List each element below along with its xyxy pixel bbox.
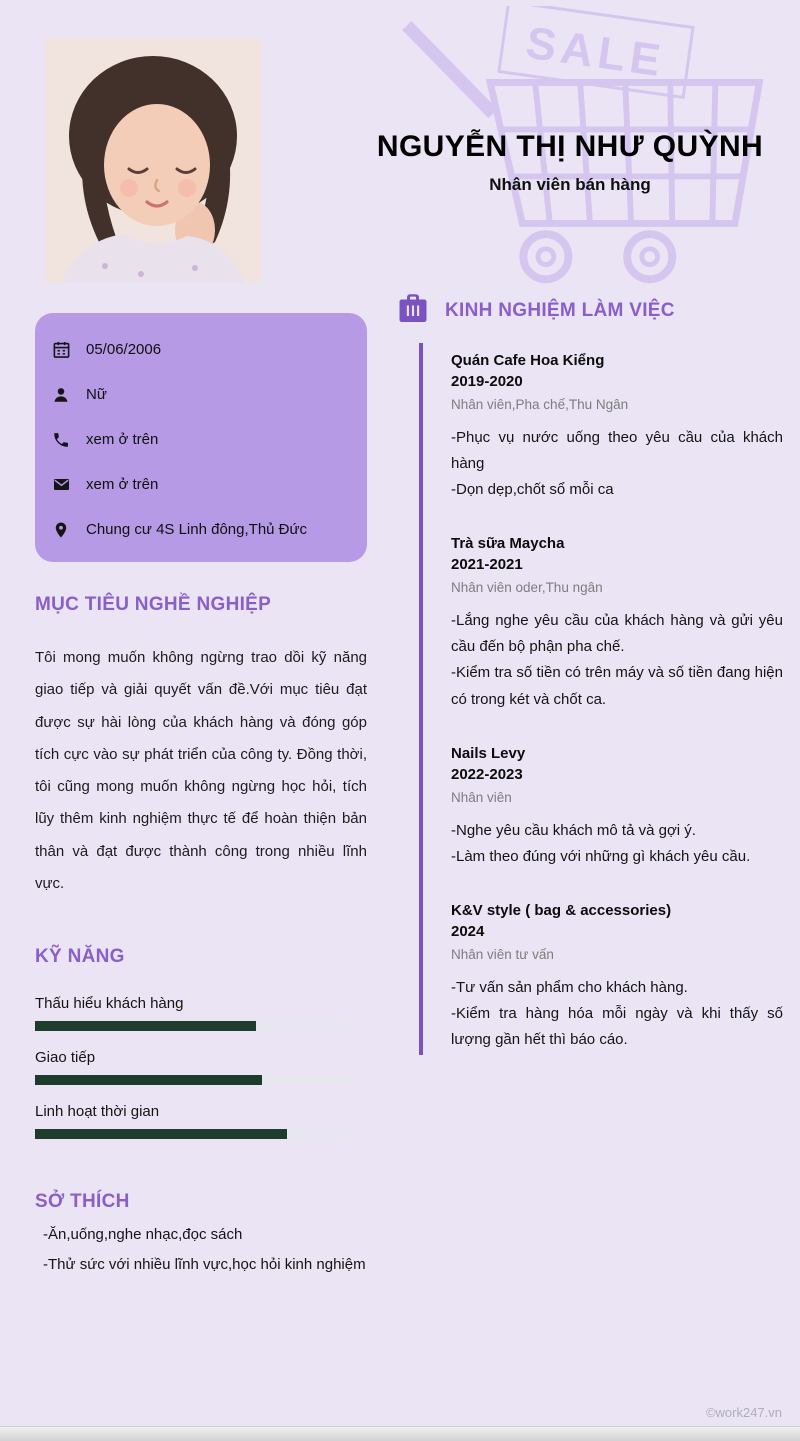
experience-role: Nhân viên oder,Thu ngân — [451, 580, 603, 596]
experience-period: 2019-2020 — [451, 373, 523, 390]
experience-heading: KINH NGHIỆM LÀM VIỆC — [445, 300, 675, 321]
briefcase-icon — [395, 292, 431, 330]
skills-heading: KỸ NĂNG — [35, 946, 125, 967]
site-credit: ©work247.vn — [705, 1405, 782, 1420]
experience-detail: -Kiểm tra số tiền có trên máy và số tiền đang hiện có trong két và chốt ca. — [451, 664, 783, 708]
contact-item-gender — [49, 372, 353, 417]
experience-period: 2022-2023 — [451, 765, 523, 783]
contact-address-value: Chung cư 4S Linh đông,Thủ Đức — [86, 521, 308, 538]
profile-photo — [45, 38, 261, 283]
experience-detail: -Tư vấn sản phẩm cho khách hàng. — [451, 978, 688, 996]
skill-label: Giao tiếp — [35, 1049, 96, 1066]
skill-item — [35, 995, 367, 1031]
cart-handle — [407, 26, 493, 114]
experience-section — [395, 292, 783, 1055]
candidate-job-title: Nhân viên bán hàng — [489, 175, 651, 194]
candidate-name: NGUYỄN THỊ NHƯ QUỲNH — [376, 130, 764, 163]
calendar-icon — [49, 340, 73, 359]
contact-birthdate-value: 05/06/2006 — [86, 341, 162, 358]
skill-item — [35, 1103, 367, 1139]
experience-role: Nhân viên — [451, 789, 512, 805]
experience-entry — [451, 900, 783, 1053]
skill-item — [35, 1049, 367, 1085]
experience-company: K&V style ( bag & accessories) — [451, 901, 672, 919]
header — [358, 130, 782, 195]
hobbies-section — [35, 1191, 367, 1273]
contact-item-address — [49, 507, 353, 552]
skill-label: Linh hoạt thời gian — [35, 1103, 160, 1120]
experience-header — [395, 292, 783, 330]
contact-email-value: xem ở trên — [86, 476, 159, 493]
person-icon — [49, 386, 73, 404]
contact-item-email — [49, 462, 353, 507]
experience-role: Nhân viên tư vấn — [451, 946, 554, 962]
experience-entry — [451, 533, 783, 712]
experience-entry — [451, 350, 783, 503]
footer-bar — [0, 1426, 800, 1441]
phone-icon — [49, 431, 73, 449]
contact-item-birthdate — [49, 327, 353, 372]
skill-bar-track — [35, 1129, 350, 1139]
experience-company: Trà sữa Maycha — [451, 535, 565, 553]
email-icon — [49, 475, 73, 494]
cart-wheel-right — [627, 234, 672, 279]
experience-detail: -Nghe yêu cầu khách mô tả và gợi ý. — [451, 821, 696, 839]
contact-gender-value: Nữ — [86, 386, 107, 403]
hobby-item: -Ăn,uống,nghe nhạc,đọc sách — [43, 1226, 243, 1243]
skill-bar-fill — [35, 1021, 256, 1031]
skill-bar-track — [35, 1075, 350, 1085]
experience-entry — [451, 743, 783, 870]
sale-text: SALE — [522, 16, 669, 87]
experience-detail: -Kiểm tra hàng hóa mỗi ngày và khi thấy số lượng gần hết thì báo cáo. — [451, 1004, 783, 1049]
hobbies-heading: SỞ THÍCH — [35, 1191, 130, 1212]
hobby-item: -Thử sức với nhiều lĩnh vực,học hỏi kinh nghiệm — [43, 1256, 366, 1273]
cart-wheel-left — [523, 234, 568, 279]
experience-timeline — [419, 343, 783, 1055]
experience-detail: -Làm theo đúng với những gì khách yêu cầu. — [451, 847, 751, 865]
left-column — [35, 594, 367, 1273]
objective-heading: MỤC TIÊU NGHỀ NGHIỆP — [35, 594, 272, 615]
objective-text: Tôi mong muốn không ngừng trao dồi kỹ năng giao tiếp và giải quyết vấn đề.Với mục tiêu đạt được sự hài lòng của khách hàng và đóng góp tích cực vào sự phát triển của công ty. Đồng thời, tôi cũng mong muốn không ngừng học hỏi, tích lũy thêm kinh nghiệm thực tế để hoàn thiện bản thân và đạt được thành công trong nhiều lĩnh vực. — [35, 649, 367, 892]
experience-detail: -Phục vụ nước uống theo yêu cầu của khách hàng — [451, 429, 783, 473]
experience-company: Quán Cafe Hoa Kiểng — [451, 352, 605, 369]
skill-bar-fill — [35, 1075, 262, 1085]
contact-item-phone — [49, 417, 353, 462]
location-icon — [49, 521, 73, 539]
experience-detail: -Lắng nghe yêu cầu của khách hàng và gửi yêu cầu đến bộ phận pha chế. — [451, 612, 783, 656]
sale-sign — [499, 6, 693, 97]
experience-detail: -Dọn dẹp,chốt sổ mỗi ca — [451, 481, 614, 499]
contact-phone-value: xem ở trên — [86, 431, 159, 448]
skill-label: Thấu hiểu khách hàng — [35, 995, 184, 1012]
portrait-illustration — [45, 38, 261, 283]
experience-company: Nails Levy — [451, 744, 526, 762]
skills-section — [35, 946, 367, 1139]
skill-bar-fill — [35, 1129, 287, 1139]
experience-period: 2024 — [451, 922, 485, 940]
contact-card — [35, 313, 367, 562]
skill-bar-track — [35, 1021, 350, 1031]
experience-period: 2021-2021 — [451, 556, 523, 574]
experience-role: Nhân viên,Pha chế,Thu Ngân — [451, 397, 629, 412]
